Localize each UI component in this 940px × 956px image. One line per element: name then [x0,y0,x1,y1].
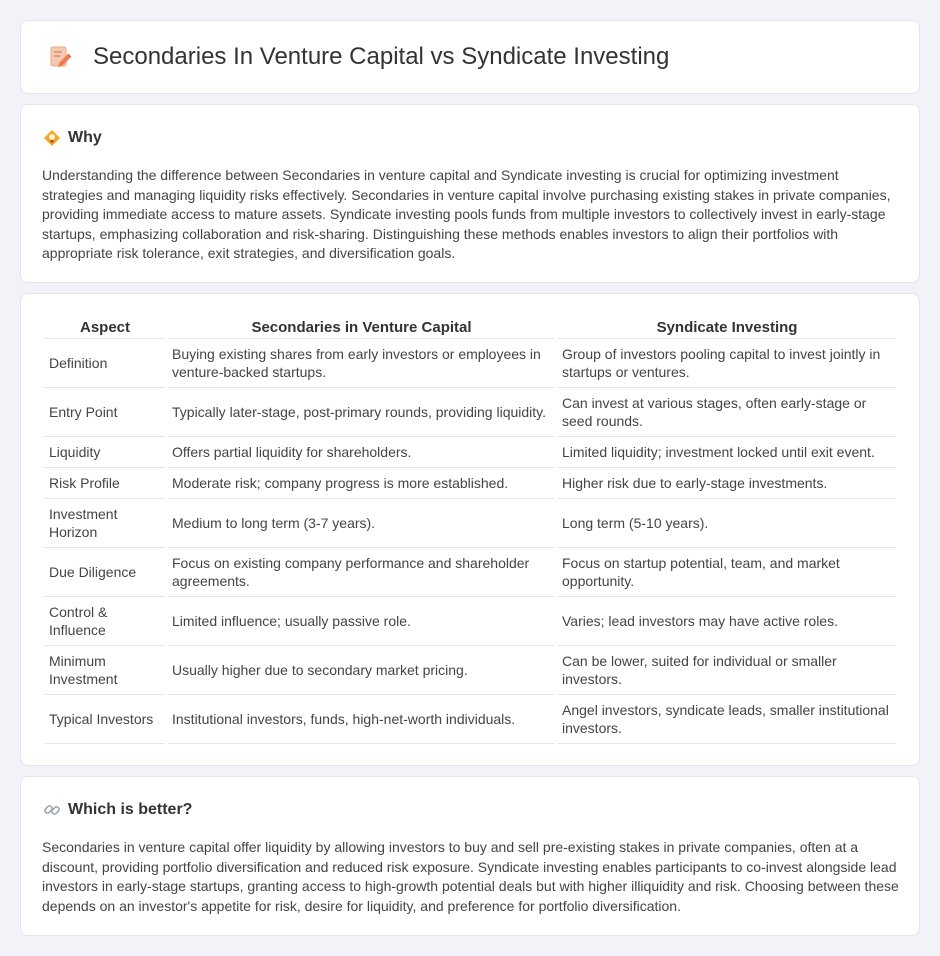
table-row [45,646,896,695]
why-title: Why [68,129,102,146]
table-row [45,499,896,548]
row-syndicate: Group of investors pooling capital to invest jointly in startups or ventures. [558,339,896,388]
comparison-table-card [20,293,920,766]
lightbulb-icon [43,129,61,147]
row-aspect: Due Diligence [45,548,165,597]
row-aspect: Investment Horizon [45,499,165,548]
row-secondaries: Moderate risk; company progress is more established. [168,468,555,499]
row-secondaries: Offers partial liquidity for shareholders. [168,437,555,468]
which-is-better-section [20,776,920,936]
header-syndicate: Syndicate Investing [558,317,896,339]
header-aspect: Aspect [45,317,165,339]
title-card [20,20,920,94]
why-section [20,104,920,283]
document-pencil-icon [47,44,73,70]
table-row [45,597,896,646]
table-row [45,437,896,468]
row-syndicate: Can be lower, suited for individual or smaller investors. [558,646,896,695]
row-secondaries: Institutional investors, funds, high-net-worth individuals. [168,695,555,744]
table-row [45,339,896,388]
comparison-table [42,317,899,744]
row-secondaries: Focus on existing company performance and shareholder agreements. [168,548,555,597]
row-secondaries: Medium to long term (3-7 years). [168,499,555,548]
row-secondaries: Typically later-stage, post-primary rounds, providing liquidity. [168,388,555,437]
row-aspect: Risk Profile [45,468,165,499]
row-syndicate: Varies; lead investors may have active roles. [558,597,896,646]
row-aspect: Minimum Investment [45,646,165,695]
better-title: Which is better? [68,801,193,818]
table-row [45,548,896,597]
table-row [45,695,896,744]
row-aspect: Liquidity [45,437,165,468]
row-syndicate: Long term (5-10 years). [558,499,896,548]
row-aspect: Typical Investors [45,695,165,744]
row-aspect: Entry Point [45,388,165,437]
why-body: Understanding the difference between Secondaries in venture capital and Syndicate investing is crucial for optimizing investment strategies and managing liquidity risks effectively. Secondaries in venture capital involve purchasing existing stakes in private companies, providing immediate access to mature assets. Syndicate investing pools funds from multiple investors to collectively invest in early-stage startups, emphasizing collaboration and risk-sharing. Distinguishing these methods enables investors to align their portfolios with appropriate risk tolerance, exit strategies, and diversification goals. [42,167,891,261]
row-syndicate: Focus on startup potential, team, and market opportunity. [558,548,896,597]
row-aspect: Control & Influence [45,597,165,646]
row-secondaries: Buying existing shares from early investors or employees in venture-backed startups. [168,339,555,388]
row-syndicate: Limited liquidity; investment locked until exit event. [558,437,896,468]
table-row [45,388,896,437]
table-row [45,468,896,499]
row-syndicate: Higher risk due to early-stage investments. [558,468,896,499]
header-secondaries: Secondaries in Venture Capital [168,317,555,339]
table-header-row [45,317,896,339]
row-syndicate: Can invest at various stages, often early-stage or seed rounds. [558,388,896,437]
row-secondaries: Limited influence; usually passive role. [168,597,555,646]
page-title: Secondaries In Venture Capital vs Syndicate Investing [93,43,670,70]
row-syndicate: Angel investors, syndicate leads, smaller institutional investors. [558,695,896,744]
better-body: Secondaries in venture capital offer liquidity by allowing investors to buy and sell pre-existing stakes in private companies, often at a discount, providing portfolio diversification and reduced risk exposure. Syndicate investing enables participants to co-invest alongside lead investors in early-stage startups, granting access to high-growth potential deals but with higher illiquidity and risk. Choosing between these depends on an investor's appetite for risk, desire for liquidity, and preference for portfolio diversification. [42,839,899,914]
row-aspect: Definition [45,339,165,388]
row-secondaries: Usually higher due to secondary market pricing. [168,646,555,695]
link-icon [43,801,61,819]
